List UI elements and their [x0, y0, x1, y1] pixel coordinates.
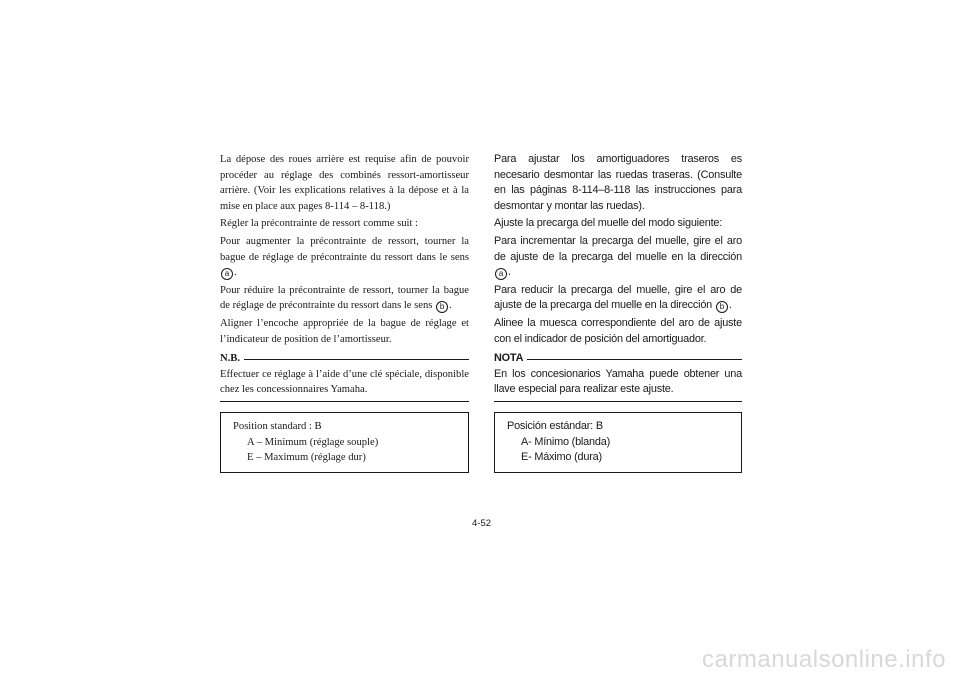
fr-p3-text: Pour augmenter la précontrainte de ressort, tourner la bague de réglage de précontrainte du ressort dans le sens: [220, 235, 469, 263]
es-box-standard: Posición estándar: B: [507, 419, 603, 432]
fr-p4-text: Pour réduire la précontrainte de ressort, tourner la bague de réglage de précontrainte du ressort dans le sens: [220, 284, 469, 312]
es-paragraph-3: [494, 234, 742, 281]
fr-paragraph-3: [220, 234, 469, 281]
fr-note-text: Effectuer ce réglage à l’aide d’une clé spéciale, disponible chez les concessionnaires Yamaha.: [220, 368, 469, 396]
es-note-label: NOTA: [494, 352, 524, 365]
spanish-column: [494, 152, 742, 473]
es-p3-end: .: [508, 266, 511, 279]
circled-b-icon: b: [436, 301, 448, 313]
es-note-header: [494, 351, 742, 367]
watermark: carmanualsonline.info: [702, 646, 946, 673]
circled-a-icon: a: [495, 268, 507, 280]
fr-box-minimum: A – Minimum (réglage souple): [247, 436, 379, 448]
es-note-rule: [527, 359, 742, 360]
fr-p3-end: .: [234, 267, 237, 279]
es-paragraph-4: [494, 283, 742, 314]
es-paragraph-5: Alinee la muesca correspondiente del aro de ajuste con el indicador de posición del amortiguador.: [494, 316, 742, 345]
es-p4-text: Para reducir la precarga del muelle, gire el aro de ajuste de la precarga del muelle en la dirección: [494, 283, 742, 312]
es-p4-end: .: [728, 299, 732, 312]
fr-note-header: [220, 351, 469, 367]
fr-settings-box: [220, 412, 469, 473]
es-paragraph-1: Para ajustar los amortiguadores traseros es necesario desmontar las ruedas traseras. (Consulte en las páginas 8-114–8-118 las instrucciones para desmontar y montar las ruedas).: [494, 153, 742, 212]
page-number: 4-52: [472, 518, 492, 529]
es-p3-text: Para incrementar la precarga del muelle, gire el aro de ajuste de la precarga del muelle en la dirección: [494, 234, 742, 263]
es-settings-box: [494, 412, 742, 473]
fr-p4-end: .: [449, 300, 452, 312]
fr-paragraph-1: La dépose des roues arrière est requise afin de pouvoir procéder au réglage des combinés ressort-amortisseur arrière. (Voir les explications relatives à la dépose et à la mise en place aux pages 8-114 – 8-118.): [220, 154, 469, 212]
circled-a-icon: a: [221, 268, 233, 280]
fr-paragraph-5: Aligner l’encoche appropriée de la bague de réglage et l’indicateur de position de l’amortisseur.: [220, 317, 469, 345]
french-column: [220, 152, 469, 473]
es-note-end-rule: [494, 401, 742, 402]
es-note-text: En los concesionarios Yamaha puede obtener una llave especial para realizar este ajuste.: [494, 367, 742, 396]
fr-note-rule: [244, 359, 469, 360]
es-paragraph-2: Ajuste la precarga del muelle del modo siguiente:: [494, 217, 723, 230]
fr-paragraph-4: [220, 283, 469, 314]
fr-paragraph-2: Régler la précontrainte de ressort comme suit :: [220, 218, 418, 230]
fr-box-standard: Position standard : B: [233, 420, 322, 432]
fr-note-end-rule: [220, 401, 469, 402]
es-box-maximum: E- Máximo (dura): [521, 451, 602, 464]
circled-b-icon: b: [716, 301, 728, 313]
fr-note-label: N.B.: [220, 353, 241, 365]
fr-box-maximum: E – Maximum (réglage dur): [247, 452, 366, 464]
es-box-minimum: A- Mínimo (blanda): [521, 435, 611, 448]
